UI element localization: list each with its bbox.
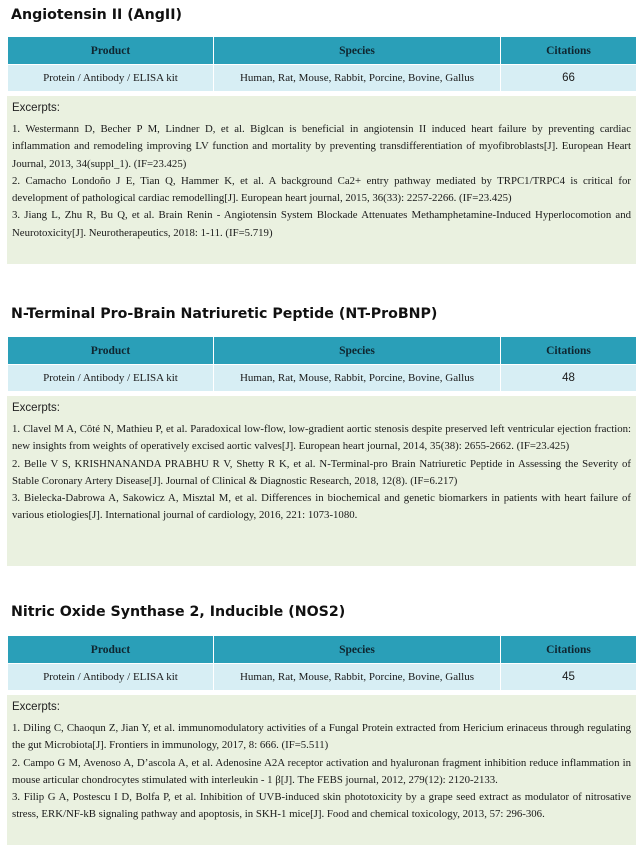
col-header-product: Product: [8, 337, 214, 365]
excerpts-label: Excerpts:: [12, 701, 60, 713]
section-title: N-Terminal Pro-Brain Natriuretic Peptide (NT-ProBNP): [11, 306, 438, 322]
citations-cell: 66: [501, 65, 637, 92]
col-header-product: Product: [8, 636, 214, 664]
excerpts-box: [7, 396, 636, 566]
product-cell: Protein / Antibody / ELISA kit: [8, 664, 214, 691]
reference-item: 1. Diling C, Chaoqun Z, Jian Y, et al. immunomodulatory activities of a Fungal Protein extracted from Hericium erinaceus through regulating the gut Microbiota[J]. Frontiers in immunology, 2017, 8: 666. (IF=5.511): [12, 722, 631, 752]
excerpts-label: Excerpts:: [12, 102, 60, 114]
col-header-species: Species: [214, 636, 501, 664]
species-cell: Human, Rat, Mouse, Rabbit, Porcine, Bovine, Gallus: [214, 365, 501, 392]
reference-item: 2. Campo G M, Avenoso A, D’ascola A, et al. Adenosine A2A receptor activation and hyaluronan fragment inhibition reduce inflammation in mouse articular chondrocytes stimulated with interleukin - 1 β[J]. The FEBS journal, 2012, 279(12): 2120-2133.: [12, 756, 631, 786]
species-cell: Human, Rat, Mouse, Rabbit, Porcine, Bovine, Gallus: [214, 65, 501, 92]
reference-item: 1. Clavel M A, Côté N, Mathieu P, et al. Paradoxical low-flow, low-gradient aortic stenosis despite preserved left ventricular ejection fraction: new insights from weights of operatively excised aortic valves[J]. European heart journal, 2014, 35(38): 2655-2662. (IF=23.425): [12, 423, 631, 453]
table-row: [8, 664, 637, 691]
section-title: Nitric Oxide Synthase 2, Inducible (NOS2): [11, 604, 346, 620]
reference-item: 2. Camacho Londoño J E, Tian Q, Hammer K, et al. A background Ca2+ entry pathway mediated by TRPC1/TRPC4 is critical for development of pathological cardiac remodelling[J]. European heart journal, 2015, 36(33): 2257-2266. (IF=23.425): [12, 174, 631, 205]
excerpts-label: Excerpts:: [12, 402, 60, 414]
table-row: [8, 365, 637, 392]
product-table: [7, 336, 637, 392]
product-table: [7, 635, 637, 691]
col-header-product: Product: [8, 37, 214, 65]
reference-item: 3. Jiang L, Zhu R, Bu Q, et al. Brain Renin - Angiotensin System Blockade Attenuates Methamphetamine-Induced Hyperlocomotion and Neurotoxicity[J]. Neurotherapeutics, 2018: 1-11. (IF=5.719): [12, 209, 631, 239]
excerpts-box: [7, 96, 636, 264]
col-header-citations: Citations: [501, 337, 637, 365]
col-header-citations: Citations: [501, 636, 637, 664]
reference-item: 3. Bielecka-Dabrowa A, Sakowicz A, Misztal M, et al. Differences in biochemical and genetic biomarkers in patients with heart failure of various etiologies[J]. International journal of cardiology, 2016, 221: 1073-1080.: [12, 492, 631, 522]
product-cell: Protein / Antibody / ELISA kit: [8, 365, 214, 392]
citations-cell: 45: [501, 664, 637, 691]
product-cell: Protein / Antibody / ELISA kit: [8, 65, 214, 92]
col-header-citations: Citations: [501, 37, 637, 65]
reference-item: 1. Westermann D, Becher P M, Lindner D, et al. Biglcan is beneficial in angiotensin II induced heart failure by preventing cardiac inflammation and remodeling improving LV function and mortality by preventing transdifferentiation of myofibroblasts[J]. European Heart Journal, 2013, 34(suppl_1). (IF=23.425): [12, 123, 631, 170]
col-header-species: Species: [214, 37, 501, 65]
product-table: [7, 36, 637, 92]
reference-item: 3. Filip G A, Postescu I D, Bolfa P, et al. Inhibition of UVB-induced skin phototoxicity by a grape seed extract as modulator of nitrosative stress, ERK/NF-kB signaling pathway and apoptosis, in SKH-1 mice[J]. Food and chemical toxicology, 2013, 57: 296-306.: [12, 791, 631, 821]
species-cell: Human, Rat, Mouse, Rabbit, Porcine, Bovine, Gallus: [214, 664, 501, 691]
section-title: Angiotensin II (AngII): [11, 7, 182, 23]
col-header-species: Species: [214, 337, 501, 365]
table-row: [8, 65, 637, 92]
excerpts-box: [7, 695, 636, 845]
citations-cell: 48: [501, 365, 637, 392]
reference-item: 2. Belle V S, KRISHNANANDA PRABHU R V, Shetty R K, et al. N-Terminal-pro Brain Natriuretic Peptide in Assessing the Severity of Stable Coronary Artery Disease[J]. Journal of Clinical & Diagnostic Research, 2018, 12(8). (IF=6.217): [12, 457, 631, 487]
